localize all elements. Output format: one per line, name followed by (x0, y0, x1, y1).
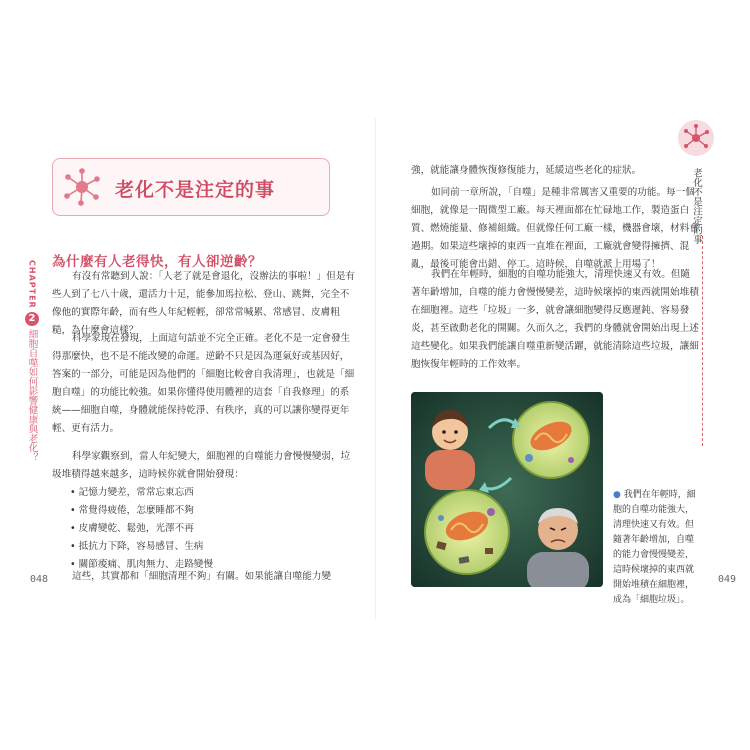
section-title-box (52, 158, 330, 216)
illustration-caption (613, 488, 697, 608)
virus-icon (61, 166, 103, 208)
chapter-title: 細胞自噬如何影響健康與老化？ (26, 328, 38, 462)
caption-text: 我們在年輕時，細胞的自噬功能強大，清理快速又有效。但隨著年齡增加，自噬的能力會慢慢變差，這時候壞掉的東西就開始堆積在細胞裡，成為「細胞垃圾」。 (613, 490, 696, 605)
cell-aging-illustration (411, 392, 603, 587)
symptom-list (70, 484, 213, 574)
left-page (26, 118, 375, 620)
paragraph-2: 科學家現在發現，上面這句話並不完全正確。老化不是一定會發生得那麼快，也不是不能改變的命運。逆齡不只是因為運氣好或基因好，答案的一部分，可能是因為他們的「細胞比較會自我清理」，也就是「細胞自噬」的功能比較強。如果你懂得使用體裡的這套「自我修理」的系統——細胞自噬，身體就能保持乾淨、有秩序，真的可以讓你變得更年輕、更有活力。 (52, 333, 355, 434)
paragraph-4: 這些，其實都和「細胞清理不夠」有關。如果能讓自噬能力變 (72, 571, 332, 582)
page-number-right: 049 (718, 574, 737, 585)
list-item: • 抵抗力下降，容易感冒、生病 (70, 538, 213, 556)
list-item: • 皮膚變乾、鬆弛，光澤不再 (70, 520, 213, 538)
paragraph-1: 有沒有常聽到人說：「人老了就是會退化，沒辦法的事啦！」但是有些人到了七八十歲，還活力十足，能參加馬拉松、登山、跳舞，完全不像他的實際年齡，而有些人年紀輕輕，卻常常喊累、常感冒、皮膚粗糙，為什麼會這樣？ (52, 271, 356, 336)
section-title: 老化不是注定的事 (115, 179, 276, 201)
chapter-word: CHAPTER (27, 260, 37, 309)
chapter-tab (18, 260, 46, 462)
page-number-left: 048 (30, 574, 49, 585)
right-paragraph-1: 強，就能讓身體恢復修復能力，延緩這些老化的症狀。 (411, 165, 642, 176)
paragraph-3: 科學家觀察到，當人年紀變大，細胞裡的自噬能力會慢慢變弱，垃圾堆積得越來越多，這時候你就會開始發現： (52, 451, 351, 480)
side-dashed-line (702, 236, 703, 446)
side-section-label: 老化不是注定的事 (691, 168, 702, 244)
right-paragraph-3: 我們在年輕時，細胞的自噬功能強大，清理快速又有效。但隨著年齡增加，自噬的能力會慢慢變差，這時候壞掉的東西就開始堆積在細胞裡。這些「垃圾」一多，就會讓細胞變得反應遲鈍、容易發炎，甚至啟動老化的開關。久而久之，我們的身體就會開始出現上述這些變化。如果我們能讓自噬重新變活躍，就能清除這些垃圾，讓細胞恢復年輕時的工作效率。 (411, 269, 699, 370)
list-item: • 常覺得疲倦，怎麼睡都不夠 (70, 502, 213, 520)
chapter-number: 2 (25, 312, 39, 326)
right-paragraph-2: 如同前一章所說，「自噬」是種非常厲害又重要的功能。每一個細胞，就像是一間微型工廠。每天裡面都在忙碌地工作，製造蛋白質、燃燒能量、修補組織。但就像任何工廠一樣，機器會壞，材料會過期。如果這些壞掉的東西一直堆在裡面，工廠就會變得擁擠、混亂，最後可能會出錯、停工。這時候，自噬就派上用場了！ (411, 187, 699, 270)
virus-badge-icon (678, 120, 714, 156)
list-item: • 關節痠痛、肌肉無力、走路變慢 (70, 556, 213, 574)
caption-bullet: ● (613, 490, 621, 500)
book-spread (26, 118, 737, 620)
illustration (411, 392, 603, 587)
aged-cell (425, 490, 509, 574)
list-item: • 記憶力變差，常常忘東忘西 (70, 484, 213, 502)
healthy-cell (513, 402, 589, 478)
subheading: 為什麼有人老得快，有人卻逆齡？ (52, 254, 262, 270)
right-page (375, 118, 720, 620)
